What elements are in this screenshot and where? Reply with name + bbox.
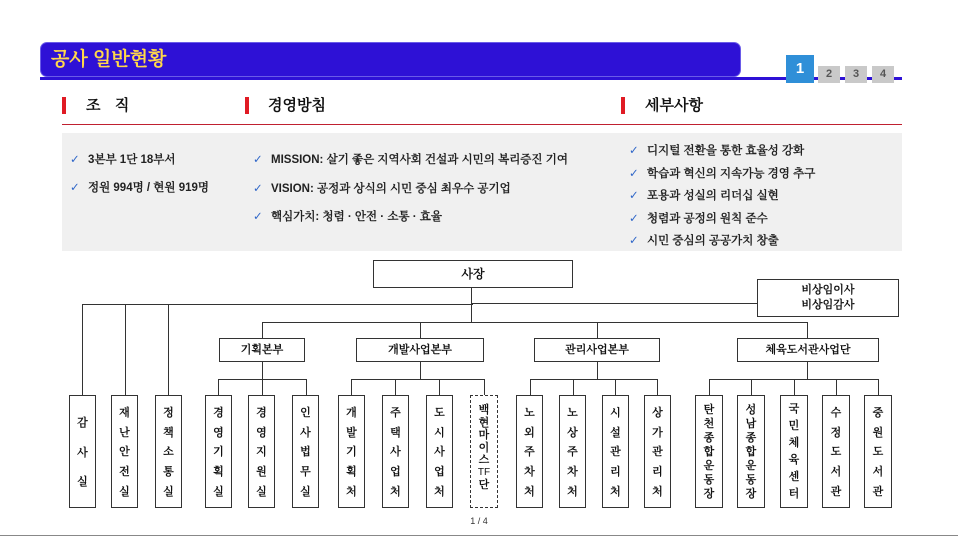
drop <box>751 379 752 395</box>
unit-char: 시 <box>434 426 445 439</box>
drop <box>395 379 396 395</box>
unit-offstreet-parking <box>516 395 543 508</box>
details-bullet: ✓ 디지털 전환을 통한 효율성 강화 <box>629 140 815 163</box>
policy-bullet: ✓ VISION: 공정과 상식의 시민 중심 최우수 공기업 <box>253 175 568 204</box>
unit-baekhyeon-mice-tf <box>470 395 498 508</box>
unit-char: 서 <box>830 466 842 479</box>
unit-management-support <box>248 395 275 508</box>
division-bus <box>262 322 808 323</box>
division-sports-library: 체육도서관사업단 <box>737 338 879 362</box>
unit-char: 관 <box>872 486 884 499</box>
unit-char: 차 <box>567 466 578 479</box>
unit-char: 정 <box>163 406 174 419</box>
org-bullets <box>70 146 209 202</box>
division-drop-planning <box>262 322 263 338</box>
unit-char: 처 <box>346 486 357 499</box>
title-underline <box>40 77 902 80</box>
unit-char: 기 <box>346 446 357 459</box>
unit-char: 관 <box>652 446 663 459</box>
unit-char: 전 <box>119 466 130 479</box>
unit-char: 장 <box>703 487 715 500</box>
unit-char: 기 <box>213 446 224 459</box>
unit-char: 현 <box>478 416 490 429</box>
drop <box>615 379 616 395</box>
unit-char: 실 <box>256 486 267 499</box>
drop <box>573 379 574 395</box>
unit-char: 택 <box>390 426 401 439</box>
management-bus <box>530 379 658 380</box>
drop <box>306 379 307 395</box>
details-bullets <box>629 140 815 253</box>
page-tab-2[interactable]: 2 <box>818 66 840 83</box>
unit-hr-legal <box>292 395 319 508</box>
division-drop-management <box>597 322 598 338</box>
unit-onstreet-parking <box>559 395 586 508</box>
unit-char: 차 <box>524 466 535 479</box>
unit-char: 성 <box>745 403 757 416</box>
unit-char: 난 <box>119 426 130 439</box>
unit-char: 업 <box>390 466 401 479</box>
unit-char: 사 <box>300 426 311 439</box>
drop <box>484 379 485 395</box>
unit-char: 단 <box>478 479 490 491</box>
non-standing-auditor: 비상임감사 <box>801 299 855 311</box>
unit-char: 획 <box>213 466 224 479</box>
ceo-stem <box>471 288 472 323</box>
division-development: 개발사업본부 <box>356 338 484 362</box>
ceo-label: 사장 <box>461 267 485 281</box>
unit-char: 스 <box>478 454 490 466</box>
section-heading-details: 세부사항 <box>645 97 703 114</box>
unit-char: 영 <box>256 426 267 439</box>
policy-bullets <box>253 146 568 232</box>
unit-char: 동 <box>703 473 715 486</box>
unit-shopping-management <box>644 395 671 508</box>
unit-char: 소 <box>163 446 174 459</box>
details-bullet: ✓ 시민 중심의 공공가치 창출 <box>629 230 815 253</box>
unit-char: 발 <box>346 426 357 439</box>
development-bus <box>351 379 485 380</box>
drop <box>709 379 710 395</box>
division-drop-development <box>420 322 421 338</box>
unit-char: 안 <box>119 446 130 459</box>
unit-char: 장 <box>745 487 757 500</box>
org-bullet: ✓ 3본부 1단 18부서 <box>70 146 209 174</box>
unit-char: 주 <box>524 446 535 459</box>
unit-facility-management <box>602 395 629 508</box>
unit-char: 합 <box>703 445 715 458</box>
unit-char: 경 <box>213 406 224 419</box>
audit-drop <box>82 304 83 395</box>
unit-char: 동 <box>745 473 757 486</box>
unit-char: 책 <box>163 426 174 439</box>
unit-char: 업 <box>434 466 445 479</box>
unit-sports-center <box>780 395 808 508</box>
drop <box>836 379 837 395</box>
unit-char: 외 <box>524 426 535 439</box>
unit-char: 개 <box>346 406 357 419</box>
details-bullet: ✓ 포용과 성실의 리더십 실현 <box>629 185 815 208</box>
unit-char: 도 <box>434 406 445 419</box>
unit-char: 노 <box>524 406 535 419</box>
unit-char: 도 <box>830 446 842 459</box>
unit-char: 실 <box>300 486 311 499</box>
policy-bullet: ✓ MISSION: 살기 좋은 지역사회 건설과 시민의 복리증진 기여 <box>253 146 568 175</box>
unit-char: 운 <box>703 459 715 472</box>
unit-char: 실 <box>213 486 224 499</box>
unit-char: 사 <box>434 446 445 459</box>
unit-char: 합 <box>745 445 757 458</box>
section-marker-details <box>621 97 625 114</box>
unit-char: 터 <box>788 487 800 500</box>
details-bullet: ✓ 청렴과 공정의 원칙 준수 <box>629 208 815 231</box>
page-tab-4[interactable]: 4 <box>872 66 894 83</box>
unit-char: 지 <box>256 446 267 459</box>
ceo-box <box>373 260 573 288</box>
drop <box>878 379 879 395</box>
page-title: 공사 일반현황 <box>40 42 741 77</box>
unit-char: 종 <box>703 431 715 444</box>
unit-char: 감 <box>77 416 88 429</box>
unit-urban-business <box>426 395 453 508</box>
unit-audit <box>69 395 96 508</box>
unit-policy-communication <box>155 395 182 508</box>
unit-disaster-safety <box>111 395 138 508</box>
planning-stem <box>262 362 263 379</box>
unit-char: 남 <box>745 417 757 430</box>
unit-char: 처 <box>434 486 445 499</box>
unit-char: 처 <box>390 486 401 499</box>
section-divider <box>62 124 902 125</box>
unit-char: 설 <box>610 426 621 439</box>
unit-char: 처 <box>652 486 663 499</box>
unit-char: 법 <box>300 446 311 459</box>
unit-char: 원 <box>256 466 267 479</box>
drop <box>439 379 440 395</box>
unit-char: 실 <box>119 486 130 499</box>
unit-char: 국 <box>788 402 800 415</box>
direct-bus <box>82 304 473 305</box>
section-marker-org <box>62 97 66 114</box>
unit-char: 경 <box>256 406 267 419</box>
unit-char: 인 <box>300 406 311 419</box>
ceo-to-advisory-line <box>471 303 757 304</box>
drop <box>530 379 531 395</box>
development-stem <box>420 362 421 379</box>
unit-char: 천 <box>703 417 715 430</box>
unit-seongnam-stadium <box>737 395 765 508</box>
section-marker-policy <box>245 97 249 114</box>
unit-char: 처 <box>567 486 578 499</box>
unit-char: 탄 <box>703 403 715 416</box>
unit-char: 정 <box>830 426 842 439</box>
division-planning: 기획본부 <box>219 338 305 362</box>
unit-tancheon-stadium <box>695 395 723 508</box>
unit-char: 획 <box>346 466 357 479</box>
unit-char: 리 <box>652 466 663 479</box>
division-management: 관리사업본부 <box>534 338 660 362</box>
non-standing-board-box <box>757 279 899 317</box>
section-heading-policy: 경영방침 <box>268 97 326 114</box>
unit-char: 실 <box>163 486 174 499</box>
drop <box>657 379 658 395</box>
unit-char: 시 <box>610 406 621 419</box>
unit-char: 재 <box>119 406 130 419</box>
page-number: 1 / 4 <box>470 516 488 526</box>
unit-char: 이 <box>478 441 490 454</box>
unit-housing-business <box>382 395 409 508</box>
unit-management-planning <box>205 395 232 508</box>
unit-char: 가 <box>652 426 663 439</box>
org-bullet: ✓ 정원 994명 / 현원 919명 <box>70 174 209 202</box>
unit-char: 도 <box>872 446 884 459</box>
unit-char: 무 <box>300 466 311 479</box>
unit-char: 민 <box>788 419 800 432</box>
unit-char: 상 <box>567 426 578 439</box>
unit-char: 관 <box>610 446 621 459</box>
policy-bullet: ✓ 핵심가치: 청렴 · 안전 · 소통 · 효율 <box>253 203 568 232</box>
drop <box>262 379 263 395</box>
unit-tf-label: TF <box>477 466 491 478</box>
policy-drop <box>168 304 169 395</box>
unit-char: 서 <box>872 466 884 479</box>
unit-development-planning <box>338 395 365 508</box>
unit-char: 실 <box>77 476 88 489</box>
unit-char: 통 <box>163 466 174 479</box>
unit-char: 센 <box>788 470 800 483</box>
sports-stem <box>807 362 808 379</box>
division-drop-sports <box>807 322 808 338</box>
unit-char: 노 <box>567 406 578 419</box>
page-tab-3[interactable]: 3 <box>845 66 867 83</box>
unit-char: 관 <box>830 486 842 499</box>
bottom-rule <box>0 535 958 536</box>
unit-char: 처 <box>524 486 535 499</box>
disaster-drop <box>125 304 126 395</box>
unit-char: 주 <box>567 446 578 459</box>
unit-char: 처 <box>610 486 621 499</box>
unit-char: 주 <box>390 406 401 419</box>
unit-char: 원 <box>872 426 884 439</box>
drop <box>794 379 795 395</box>
unit-char: 종 <box>745 431 757 444</box>
unit-char: 사 <box>77 446 88 459</box>
unit-char: 운 <box>745 459 757 472</box>
unit-char: 영 <box>213 426 224 439</box>
unit-char: 사 <box>390 446 401 459</box>
details-bullet: ✓ 학습과 혁신의 지속가능 경영 추구 <box>629 163 815 186</box>
drop <box>351 379 352 395</box>
unit-char: 체 <box>788 436 800 449</box>
unit-char: 중 <box>872 406 884 419</box>
section-heading-org: 조 직 <box>86 97 132 114</box>
unit-jungwon-library <box>864 395 892 508</box>
drop <box>218 379 219 395</box>
non-standing-director: 비상임이사 <box>801 284 855 296</box>
unit-char: 육 <box>788 453 800 466</box>
management-stem <box>597 362 598 379</box>
unit-char: 수 <box>830 406 842 419</box>
unit-char: 리 <box>610 466 621 479</box>
unit-sujeong-library <box>822 395 850 508</box>
unit-char: 상 <box>652 406 663 419</box>
unit-char: 백 <box>478 404 490 416</box>
unit-char: 마 <box>478 429 490 441</box>
page-tab-1[interactable]: 1 <box>786 55 814 83</box>
